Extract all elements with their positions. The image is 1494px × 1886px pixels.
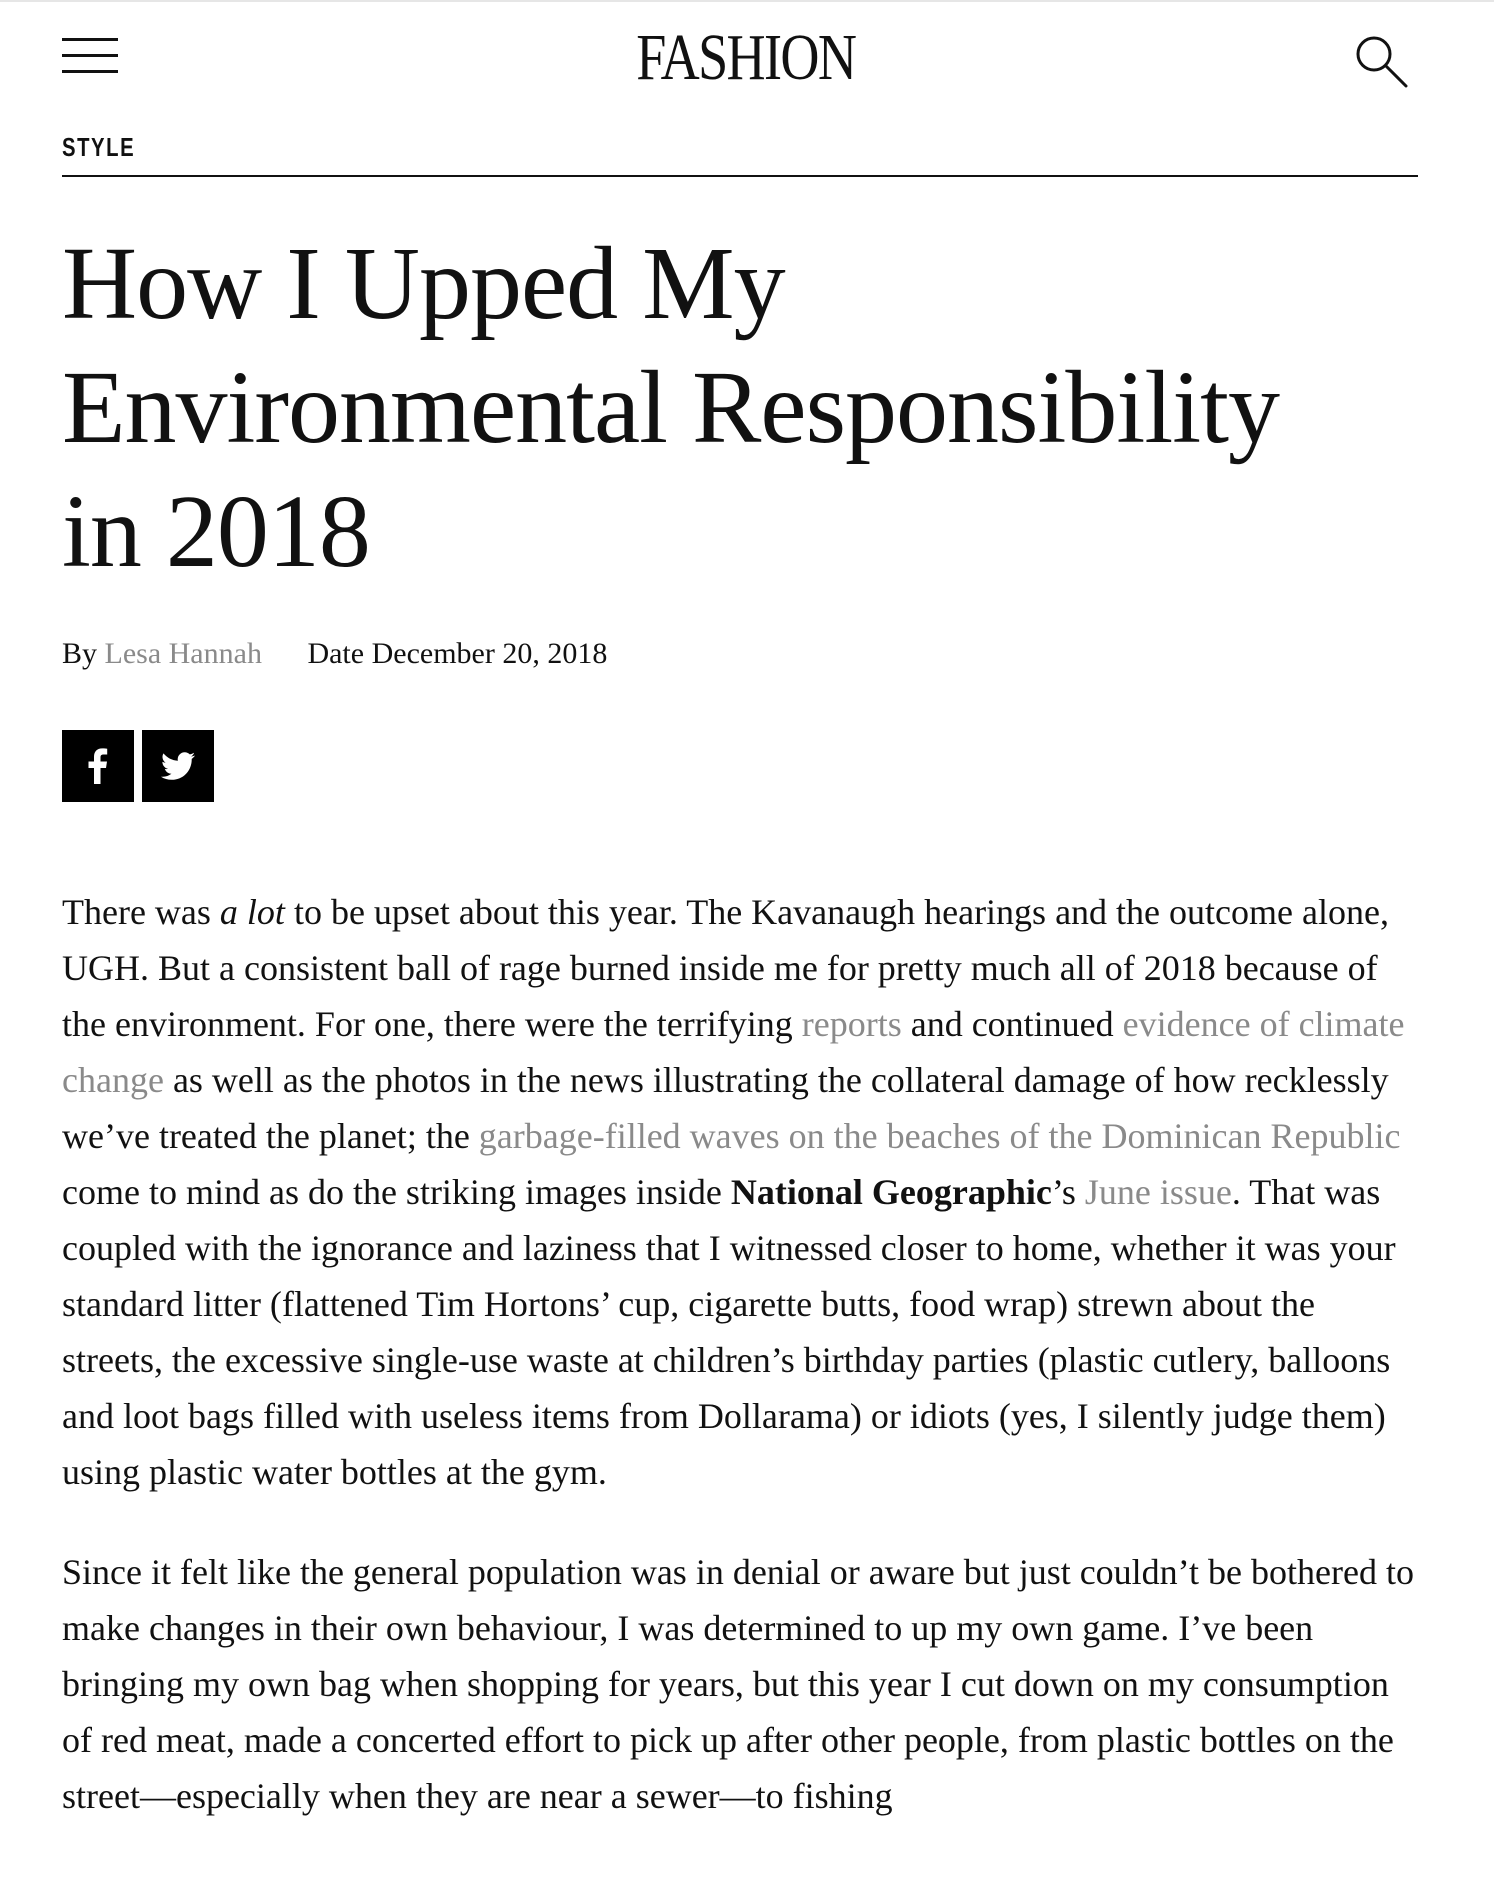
date-block [307,637,607,670]
menu-line [62,54,118,57]
paragraph-text: to be upset about this year. The Kavanaugh hearings and the outcome alone, UGH. But a consistent ball of rage burned inside me for pretty much all of 2018 because of the environment. For one, there were the terrifying [62,892,1389,1044]
article-title: How I Upped My Environmental Responsibility in 2018 [62,226,1280,589]
reports-link[interactable]: reports [801,1004,902,1044]
site-header [0,0,1494,120]
climate-change-link[interactable]: evidence of climate change [62,1004,1405,1100]
paragraph-text: come to mind as do the striking images inside [62,1172,731,1212]
by-label: By [62,637,98,670]
dominican-republic-link[interactable]: garbage-filled waves on the beaches of the Dominican Republic [478,1116,1401,1156]
site-logo[interactable]: FASHION [636,21,856,94]
publish-date: December 20, 2018 [371,637,608,670]
emphasis-text: a lot [219,892,285,932]
paragraph-text: . That was coupled with the ignorance and laziness that I witnessed closer to home, whether it was your standard litter (flattened Tim Hortons’ cup, cigarette butts, food wrap) strewn about the streets, the excessive single-use waste at children’s birthday parties (plastic cutlery, balloons and loot bags filled with useless items from Dollarama) or idiots (yes, I silently judge them) using plastic water bottles at the gym. [62,1172,1396,1492]
date-label: Date [307,637,365,670]
article-paragraph-2: Since it felt like the general population was in denial or aware but just couldn’t be bothered to make changes in their own behaviour, I was determined to up my own game. I’ve been bringing my own bag when shopping for years, but this year I cut down on my consumption of red meat, made a concerted effort to pick up after other people, from plastic bottles on the street—especially when they are near a sewer—to fishing [62,1552,1414,1816]
facebook-share-button[interactable] [62,730,134,802]
search-button[interactable] [1350,30,1410,90]
section-label-style[interactable]: STYLE [62,132,136,162]
author-link[interactable]: Lesa Hannah [104,637,262,670]
article-body [62,884,1422,1868]
paragraph-text: as well as the photos in the news illustrating the collateral damage of how recklessly we’ve treated the planet; the [62,1060,1389,1156]
june-issue-link[interactable]: June issue [1084,1172,1232,1212]
search-icon [1350,30,1410,90]
byline [62,636,607,672]
paragraph-text: There was [62,892,220,932]
paragraph-text: and continued [901,1004,1123,1044]
hamburger-menu-icon[interactable] [62,38,118,74]
facebook-icon [62,730,134,802]
menu-line [62,70,118,73]
article-paragraph-1 [62,884,1422,1500]
menu-line [62,38,118,41]
section-divider [62,175,1418,177]
paragraph-text: ’s [1051,1172,1085,1212]
twitter-icon [142,730,214,802]
publication-name: National Geographic [730,1172,1052,1212]
twitter-share-button[interactable] [142,730,214,802]
